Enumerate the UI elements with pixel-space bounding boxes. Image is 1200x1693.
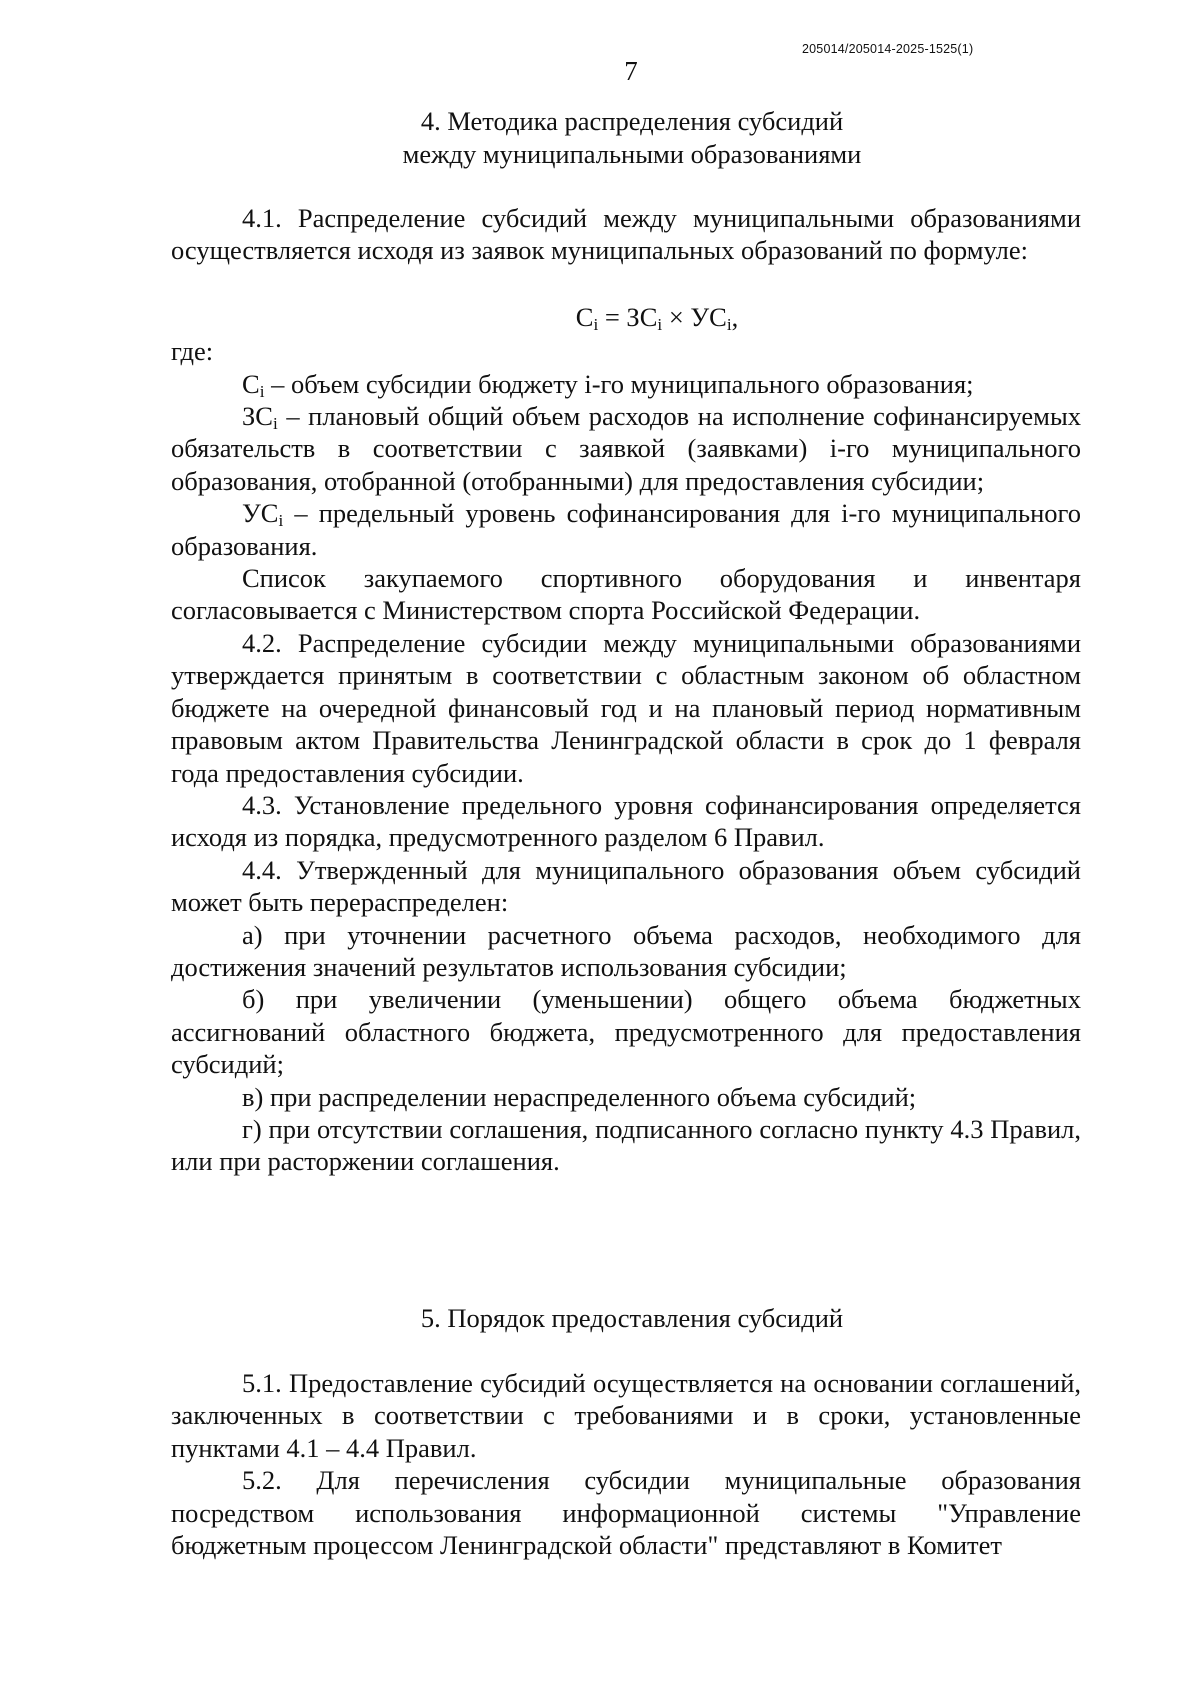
where-label: где: (171, 336, 214, 367)
paragraph-4-3: 4.3. Установление предельного уровня софинансирования определяется исходя из порядка, предусмотренного разделом 6 Правил. (171, 789, 1081, 853)
section-4-body (171, 202, 1081, 1178)
definition-zc-text: – плановый общий объем расходов на исполнение софинансируемых обязательств в соответствии с заявкой (заявками) i-го муниципального образования, отобранной (отобранными) для предоставления субсидии; (171, 401, 1081, 496)
formula-tail: , (731, 301, 739, 332)
formula-sub-1: i (593, 314, 599, 334)
paragraph-5-2: 5.2. Для перечисления субсидии муниципальные образования посредством использования информационной системы "Управление бюджетным процессом Ленинградской области" представляют в Комитет (171, 1465, 1081, 1561)
section-5-heading: 5. Порядок предоставления субсидий (420, 1303, 844, 1333)
definition-c-text: – объем субсидии бюджету i-го муниципального образования; (264, 368, 974, 399)
definition-zc-sub: i (272, 414, 278, 434)
formula-sub-2: i (657, 314, 663, 334)
definition-uc-sub: i (278, 511, 284, 531)
definition-zc (171, 400, 1081, 497)
formula-mul: × УС (662, 301, 727, 332)
paragraph-4-4-b: б) при увеличении (уменьшении) общего объема бюджетных ассигнований областного бюджета, предусмотренного для предоставления субсидий; (171, 984, 1081, 1080)
paragraph-4-1: 4.1. Распределение субсидий между муниципальными образованиями осуществляется исходя из заявок муниципальных образований по формуле: (171, 203, 1081, 266)
definition-uc-symbol: УС (242, 498, 279, 529)
formula-c: C (575, 301, 594, 332)
page-number: 7 (624, 56, 638, 86)
formula (171, 301, 1081, 333)
paragraph-4-4-v: в) при распределении нераспределенного объема субсидий; (242, 1081, 917, 1112)
paragraph-4-2: 4.2. Распределение субсидии между муниципальными образованиями утверждается принятым в соответствии с областным законом об областном бюджете на очередной финансовый год и на плановый период нормативным правовым актом Правительства Ленинградской области в срок до 1 февраля года предоставления субсидии. (171, 627, 1081, 788)
formula-eq: = ЗС (598, 301, 658, 332)
section-5-body (171, 1367, 1081, 1561)
paragraph-4-4: 4.4. Утвержденный для муниципального образования объем субсидий может быть перераспределен: (171, 854, 1081, 918)
definition-c-sub: i (259, 381, 265, 401)
paragraph-4-4-a: а) при уточнении расчетного объема расходов, необходимого для достижения значений результатов использования субсидии; (171, 919, 1081, 982)
document-id: 205014/205014-2025-1525(1) (802, 42, 974, 56)
definition-zc-symbol: ЗС (242, 401, 273, 432)
definition-uc (171, 497, 1081, 562)
paragraph-5-1: 5.1. Предоставление субсидий осуществляется на основании соглашений, заключенных в соответствии с требованиями и в сроки, установленные пунктами 4.1 – 4.4 Правил. (171, 1368, 1081, 1463)
formula-sub-3: i (726, 314, 732, 334)
section-4-heading-line2: между муниципальными образованиями (402, 139, 862, 169)
section-4-heading (160, 105, 1104, 171)
paragraph-equipment-list: Список закупаемого спортивного оборудования и инвентаря согласовывается с Министерством спорта Российской Федерации. (171, 563, 1081, 626)
paragraph-4-4-g: г) при отсутствии соглашения, подписанного согласно пункту 4.3 Правил, или при расторжении соглашения. (171, 1113, 1081, 1177)
definition-c (171, 368, 1081, 400)
definition-uc-text: – предельный уровень софинансирования для i-го муниципального образования. (171, 498, 1081, 561)
section-4-heading-line1: 4. Методика распределения субсидий (420, 106, 844, 136)
definition-c-symbol: C (242, 368, 260, 399)
